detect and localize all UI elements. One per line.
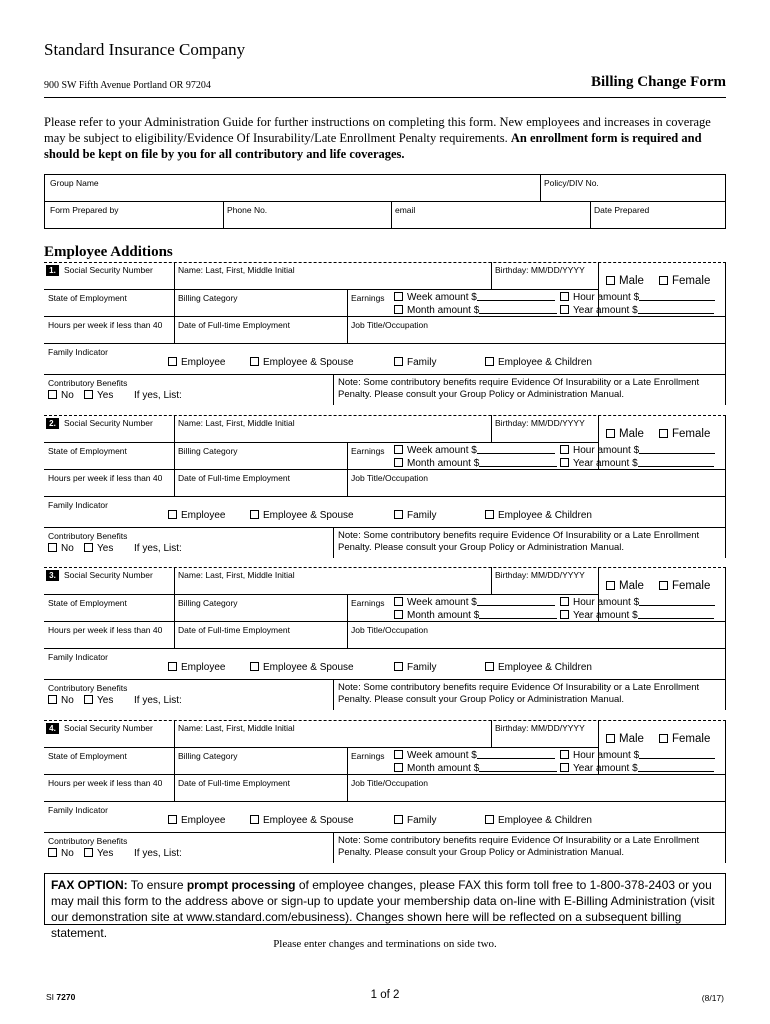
contrib-yes-option[interactable] [84,543,113,554]
employee-children-label: Employee & Children [498,510,592,521]
week-label: Week amount $ [407,597,477,608]
male-option[interactable] [606,428,644,440]
employee-block [44,720,726,863]
intro-bold-text: An enrollment form is required and should be kept on file by you for all contributory and life coverages. [44,131,702,161]
job-title-field[interactable]: Job Title/Occupation [351,778,429,788]
ssn-field[interactable]: Social Security Number [64,418,153,428]
fax-option-box [44,873,726,940]
birthday-field[interactable]: Birthday: MM/DD/YYYY [495,418,585,428]
employee-spouse-checkbox[interactable] [250,815,259,824]
male-label: Male [619,428,644,440]
email-field[interactable]: email [395,205,416,215]
female-checkbox[interactable] [659,734,668,743]
birthday-field[interactable]: Birthday: MM/DD/YYYY [495,570,585,580]
employee-checkbox[interactable] [168,662,177,671]
no-label: No [61,848,74,859]
fax-label: FAX OPTION: [51,878,128,892]
male-label: Male [619,580,644,592]
contributory-note: Note: Some contributory benefits require Evidence Of Insurability or a Late Enrollment Penalty. Please consult your Group Policy or Administration Manual. [338,682,700,705]
month-amount-option[interactable] [394,305,557,316]
contrib-no-option[interactable] [48,695,74,706]
female-option[interactable] [659,275,710,287]
page-number: 1 of 2 [370,989,400,1001]
family-indicator-label: Family Indicator [48,805,108,815]
employee-spouse-checkbox[interactable] [250,662,259,671]
form-number-value: 7270 [56,992,76,1002]
week-amount-option[interactable] [394,445,555,456]
employee-children-checkbox[interactable] [485,815,494,824]
month-label: Month amount $ [407,458,480,469]
week-amount-option[interactable] [394,750,555,761]
contrib-no-option[interactable] [48,848,74,859]
employee-children-label: Employee & Children [498,357,592,368]
state-of-employment-field[interactable]: State of Employment [48,293,127,303]
employee-children-label: Employee & Children [498,662,592,673]
family-option[interactable] [394,662,436,673]
female-label: Female [672,275,711,287]
employee-children-option[interactable] [485,662,592,673]
policy-div-field[interactable]: Policy/DIV No. [544,178,599,188]
yes-checkbox[interactable] [84,543,93,552]
family-checkbox[interactable] [394,357,403,366]
yes-label: Yes [97,695,114,706]
month-label: Month amount $ [407,610,480,621]
male-checkbox[interactable] [606,429,615,438]
hour-checkbox[interactable] [560,292,569,301]
employee-spouse-checkbox[interactable] [250,510,259,519]
week-checkbox[interactable] [394,292,403,301]
male-option[interactable] [606,580,644,592]
female-option[interactable] [659,428,710,440]
contrib-no-option[interactable] [48,543,74,554]
fulltime-date-field[interactable]: Date of Full-time Employment [178,320,290,330]
employee-children-option[interactable] [485,815,592,826]
contributory-note: Note: Some contributory benefits require Evidence Of Insurability or a Late Enrollment Penalty. Please consult your Group Policy or Administration Manual. [338,530,700,553]
name-field[interactable]: Name: Last, First, Middle Initial [178,265,295,275]
employee-children-checkbox[interactable] [485,510,494,519]
employee-block [44,567,726,710]
hours-per-week-field[interactable]: Hours per week if less than 40 [48,320,163,330]
no-checkbox[interactable] [48,848,57,857]
state-of-employment-field[interactable]: State of Employment [48,598,127,608]
employee-spouse-checkbox[interactable] [250,357,259,366]
family-checkbox[interactable] [394,662,403,671]
female-label: Female [672,733,711,745]
yes-label: Yes [97,543,114,554]
employee-block [44,262,726,405]
employee-spouse-label: Employee & Spouse [263,510,354,521]
fax-bold: prompt processing [186,878,296,892]
family-label: Family [407,815,437,826]
hour-checkbox[interactable] [560,750,569,759]
employee-label: Employee [181,662,226,673]
billing-category-field[interactable]: Billing Category [178,293,238,303]
no-label: No [61,695,74,706]
female-checkbox[interactable] [659,276,668,285]
job-title-field[interactable]: Job Title/Occupation [351,625,429,635]
earnings-label: Earnings [351,293,385,303]
name-field[interactable]: Name: Last, First, Middle Initial [178,723,295,733]
hour-label: Hour amount $ [573,750,640,761]
year-amount-option[interactable] [560,763,714,774]
family-option[interactable] [394,815,436,826]
month-amount-option[interactable] [394,458,557,469]
male-checkbox[interactable] [606,276,615,285]
name-field[interactable]: Name: Last, First, Middle Initial [178,418,295,428]
no-label: No [61,543,74,554]
contributory-benefits-label: Contributory Benefits [48,683,128,693]
family-label: Family [407,357,437,368]
state-of-employment-field[interactable]: State of Employment [48,751,127,761]
fulltime-date-field[interactable]: Date of Full-time Employment [178,625,290,635]
hours-per-week-field[interactable]: Hours per week if less than 40 [48,473,163,483]
year-checkbox[interactable] [560,610,569,619]
year-label: Year amount $ [573,305,638,316]
contributory-benefits-label: Contributory Benefits [48,531,128,541]
employee-label: Employee [181,815,226,826]
ssn-field[interactable]: Social Security Number [64,570,153,580]
year-amount-option[interactable] [560,305,714,316]
week-label: Week amount $ [407,445,477,456]
billing-category-field[interactable]: Billing Category [178,751,238,761]
yes-checkbox[interactable] [84,848,93,857]
form-prepared-by-field[interactable]: Form Prepared by [50,205,119,215]
if-yes-list-field[interactable]: If yes, List: [134,543,182,554]
if-yes-list-field[interactable]: If yes, List: [134,695,182,706]
employee-spouse-label: Employee & Spouse [263,662,354,673]
family-option[interactable] [394,510,436,521]
contrib-yes-option[interactable] [84,695,113,706]
male-label: Male [619,275,644,287]
employee-spouse-label: Employee & Spouse [263,357,354,368]
week-checkbox[interactable] [394,597,403,606]
ssn-field[interactable]: Social Security Number [64,265,153,275]
hour-label: Hour amount $ [573,597,640,608]
contributory-note: Note: Some contributory benefits require Evidence Of Insurability or a Late Enrollment Penalty. Please consult your Group Policy or Administration Manual. [338,835,700,858]
hour-checkbox[interactable] [560,597,569,606]
birthday-field[interactable]: Birthday: MM/DD/YYYY [495,723,585,733]
employee-spouse-option[interactable] [250,815,354,826]
if-yes-list-field[interactable]: If yes, List: [134,848,182,859]
group-name-field[interactable]: Group Name [50,178,99,188]
intro-paragraph [44,114,728,162]
ssn-field[interactable]: Social Security Number [64,723,153,733]
yes-checkbox[interactable] [84,695,93,704]
hours-per-week-field[interactable]: Hours per week if less than 40 [48,625,163,635]
hour-label: Hour amount $ [573,445,640,456]
earnings-label: Earnings [351,446,385,456]
employee-number: 2. [46,418,59,429]
employee-spouse-label: Employee & Spouse [263,815,354,826]
month-checkbox[interactable] [394,305,403,314]
male-checkbox[interactable] [606,734,615,743]
name-field[interactable]: Name: Last, First, Middle Initial [178,570,295,580]
month-label: Month amount $ [407,305,480,316]
fulltime-date-field[interactable]: Date of Full-time Employment [178,778,290,788]
family-indicator-label: Family Indicator [48,500,108,510]
week-label: Week amount $ [407,292,477,303]
birthday-field[interactable]: Birthday: MM/DD/YYYY [495,265,585,275]
company-name: Standard Insurance Company [44,40,246,59]
year-checkbox[interactable] [560,458,569,467]
employee-label: Employee [181,357,226,368]
employee-option[interactable] [168,510,225,521]
fax-text-2: of employee changes, please FAX this form toll free to 1-800-378-2403 or you may mail this form to the address above or sign-up to update your membership data on-line with E-Billing Administration (visit our demonstration site at www.standard.com/ebusiness). Changes shown here will be reflected on a subsequent billing statement. [51,878,715,940]
date-prepared-field[interactable]: Date Prepared [594,205,650,215]
family-indicator-label: Family Indicator [48,652,108,662]
female-option[interactable] [659,580,710,592]
employee-spouse-option[interactable] [250,662,354,673]
billing-category-field[interactable]: Billing Category [178,446,238,456]
month-amount-option[interactable] [394,610,557,621]
job-title-field[interactable]: Job Title/Occupation [351,320,429,330]
group-info-box [44,174,726,229]
family-checkbox[interactable] [394,510,403,519]
side-two-note: Please enter changes and terminations on side two. [273,938,497,950]
family-option[interactable] [394,357,436,368]
billing-category-field[interactable]: Billing Category [178,598,238,608]
if-yes-list-field[interactable]: If yes, List: [134,390,182,401]
section-title: Employee Additions [44,244,173,260]
week-amount-option[interactable] [394,597,555,608]
year-label: Year amount $ [573,610,638,621]
male-label: Male [619,733,644,745]
employee-spouse-option[interactable] [250,357,354,368]
hour-amount-option[interactable] [560,597,715,608]
earnings-label: Earnings [351,598,385,608]
male-option[interactable] [606,275,644,287]
employee-option[interactable] [168,662,225,673]
family-label: Family [407,662,437,673]
hour-amount-option[interactable] [560,750,715,761]
phone-field[interactable]: Phone No. [227,205,268,215]
employee-option[interactable] [168,357,225,368]
employee-block [44,415,726,558]
week-checkbox[interactable] [394,750,403,759]
male-checkbox[interactable] [606,581,615,590]
no-checkbox[interactable] [48,390,57,399]
female-label: Female [672,580,711,592]
employee-number: 4. [46,723,59,734]
week-amount-option[interactable] [394,292,555,303]
contrib-yes-option[interactable] [84,390,113,401]
form-title: Billing Change Form [590,74,726,90]
fax-text-1: To ensure [127,878,187,892]
hour-checkbox[interactable] [560,445,569,454]
female-option[interactable] [659,733,710,745]
female-checkbox[interactable] [659,581,668,590]
contributory-benefits-label: Contributory Benefits [48,378,128,388]
hour-label: Hour amount $ [573,292,640,303]
form-prefix: SI [46,992,57,1002]
employee-spouse-option[interactable] [250,510,354,521]
month-label: Month amount $ [407,763,480,774]
year-checkbox[interactable] [560,763,569,772]
employee-children-label: Employee & Children [498,815,592,826]
hour-amount-option[interactable] [560,292,715,303]
employee-option[interactable] [168,815,225,826]
week-checkbox[interactable] [394,445,403,454]
revision-date: (8/17) [701,993,724,1003]
family-label: Family [407,510,437,521]
earnings-label: Earnings [351,751,385,761]
month-checkbox[interactable] [394,458,403,467]
no-checkbox[interactable] [48,695,57,704]
state-of-employment-field[interactable]: State of Employment [48,446,127,456]
employee-number: 3. [46,570,59,581]
no-checkbox[interactable] [48,543,57,552]
month-checkbox[interactable] [394,610,403,619]
male-option[interactable] [606,733,644,745]
month-amount-option[interactable] [394,763,557,774]
year-amount-option[interactable] [560,610,714,621]
employee-children-checkbox[interactable] [485,662,494,671]
fulltime-date-field[interactable]: Date of Full-time Employment [178,473,290,483]
employee-checkbox[interactable] [168,357,177,366]
year-checkbox[interactable] [560,305,569,314]
employee-children-option[interactable] [485,357,592,368]
female-label: Female [672,428,711,440]
year-label: Year amount $ [573,763,638,774]
yes-label: Yes [97,390,114,401]
hours-per-week-field[interactable]: Hours per week if less than 40 [48,778,163,788]
employee-checkbox[interactable] [168,815,177,824]
employee-children-checkbox[interactable] [485,357,494,366]
employee-checkbox[interactable] [168,510,177,519]
yes-checkbox[interactable] [84,390,93,399]
contributory-benefits-label: Contributory Benefits [48,836,128,846]
year-label: Year amount $ [573,458,638,469]
contrib-no-option[interactable] [48,390,74,401]
hour-amount-option[interactable] [560,445,715,456]
female-checkbox[interactable] [659,429,668,438]
employee-label: Employee [181,510,226,521]
company-address: 900 SW Fifth Avenue Portland OR 97204 [44,80,211,91]
employee-children-option[interactable] [485,510,592,521]
year-amount-option[interactable] [560,458,714,469]
contrib-yes-option[interactable] [84,848,113,859]
family-checkbox[interactable] [394,815,403,824]
job-title-field[interactable]: Job Title/Occupation [351,473,429,483]
intro-text: Please refer to your Administration Guide for further instructions on completing this form. New employees and increases in coverage may be subject to eligibility/Evidence Of Insurability/Late Enrollment Penalty requirements. [44,115,711,145]
header-rule [44,97,726,98]
contributory-note: Note: Some contributory benefits require Evidence Of Insurability or a Late Enrollment Penalty. Please consult your Group Policy or Administration Manual. [338,377,700,400]
yes-label: Yes [97,848,114,859]
month-checkbox[interactable] [394,763,403,772]
family-indicator-label: Family Indicator [48,347,108,357]
employee-number: 1. [46,265,59,276]
week-label: Week amount $ [407,750,477,761]
no-label: No [61,390,74,401]
